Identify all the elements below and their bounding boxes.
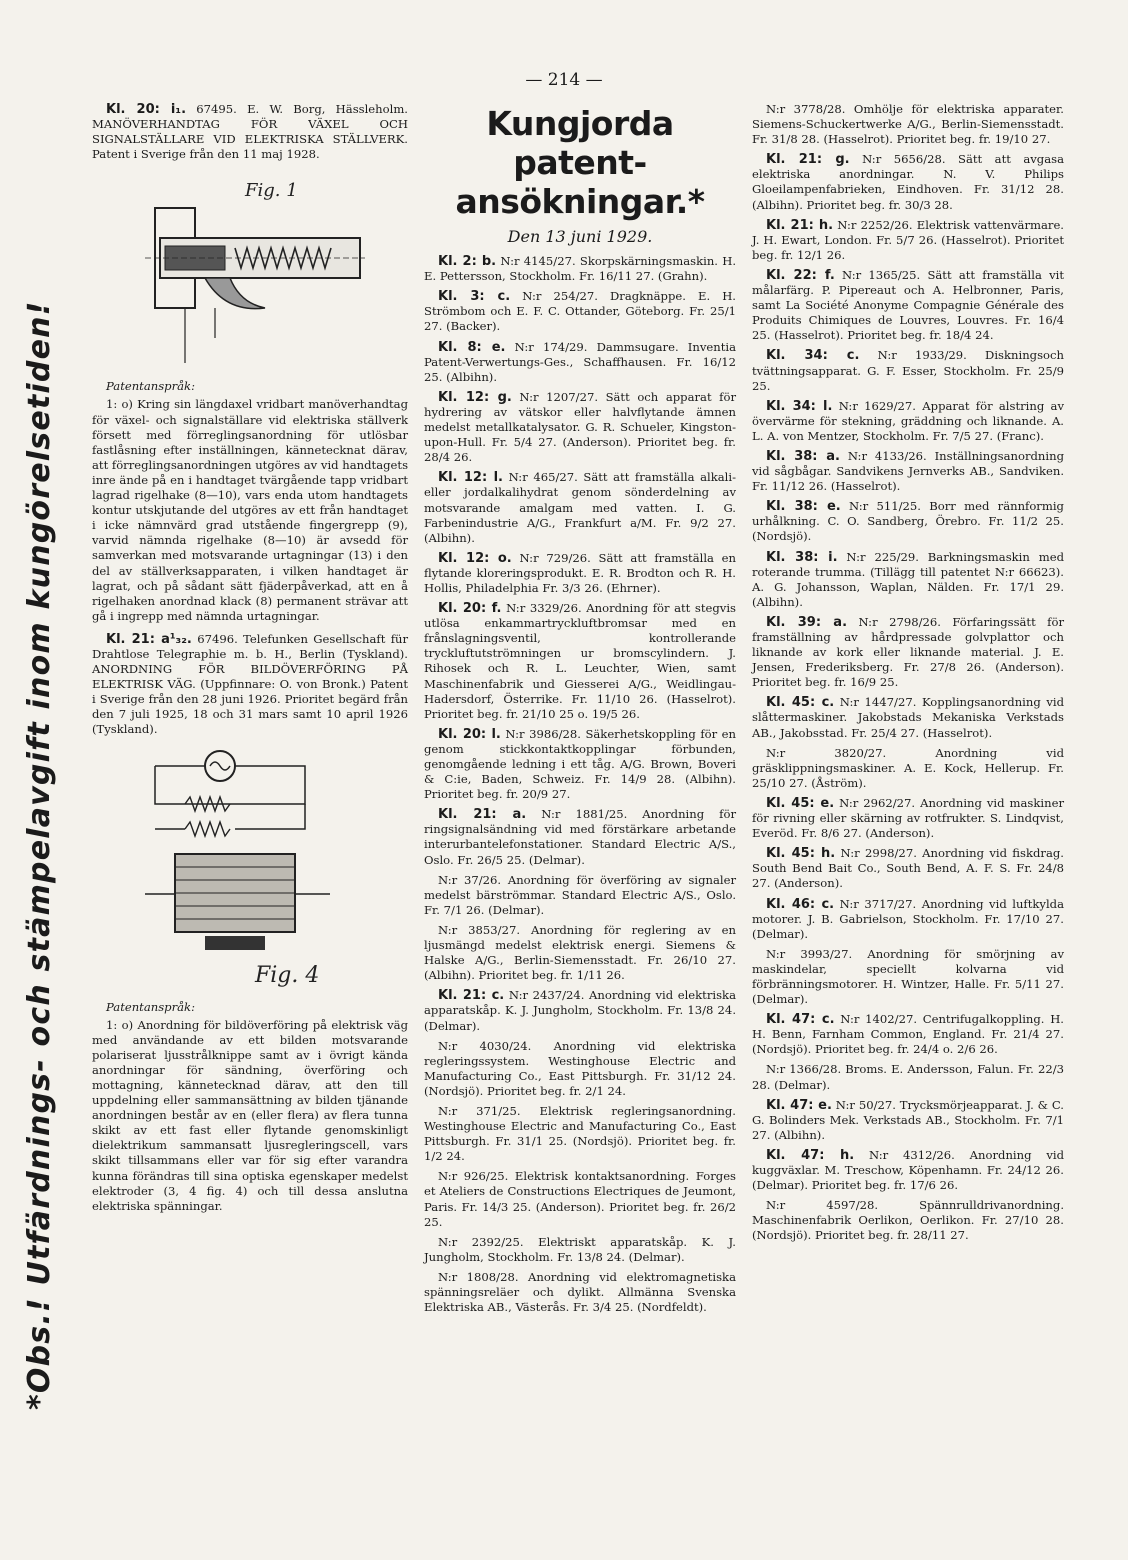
entry-text: N:r 1207/27. Sätt och apparat för hydrering av vätskor eller halvflytande ämnen medelst metallkatalysator. G. R. Schueler, Kingston-upon-Hull. Fr. 5/4 27. (Anderson). Prioritet beg. fr. 28/4 26. (424, 389, 736, 465)
entry-text: N:r 4145/27. Skorpskärningsmaskin. H. E. Pettersson, Stockholm. Fr. 16/11 27. (Grahn). (424, 254, 737, 284)
class-code: Kl. 8: e. (438, 339, 506, 355)
entry-text: N:r 50/27. Trycksmörjeapparat. J. & C. G. Bolinders Mek. Verkstads AB., Stockholm. Fr. 7/1 27. (Albihn). (752, 1097, 1064, 1142)
entry-text: N:r 4312/26. Anordning vid kuggväxlar. M. Treschow, Köpenhamn. Fr. 24/12 26. (Delmar). Prioritet beg. fr. 17/6 26. (752, 1147, 1064, 1193)
patent-entry (92, 102, 408, 162)
class-code: Kl. 34: l. (766, 398, 833, 414)
class-code: Kl. 47: h. (766, 1147, 855, 1163)
class-code: Kl. 45: e. (766, 795, 835, 811)
patent-application-entry (424, 254, 736, 284)
patent-application-entry (424, 390, 736, 465)
entry-text: N:r 174/29. Dammsugare. Inventia Patent-Verwertungs-Ges., Schaffhausen. Fr. 16/12 25. (Albihn). (424, 339, 737, 384)
class-code: Kl. 21: a. (438, 807, 527, 823)
patent-application-entry (424, 1039, 736, 1099)
figure-label: Fig. 1 (245, 180, 298, 202)
patent-application-entry (424, 1169, 736, 1229)
entry-text: N:r 2252/26. Elektrisk vattenvärmare. J. H. Ewart, London. Fr. 5/7 26. (Hasselrot). Prioritet beg. fr. 12/1 26. (752, 217, 1064, 262)
patent-application-entry (424, 1270, 736, 1315)
patent-application-entry (752, 846, 1064, 891)
patent-application-entry (752, 268, 1064, 343)
patent-application-entry (424, 923, 736, 983)
entry-text: N:r 254/27. Dragknäppe. E. H. Strömbom och E. F. C. Ottander, Göteborg. Fr. 25/1 27. (Backer). (424, 289, 736, 334)
patent-entry (92, 632, 408, 738)
claims-heading: Patentanspråk: (106, 999, 195, 1014)
entry-text: N:r 3853/27. Anordning för reglering av en ljusmängd medelst elektrisk energi. Siemens & Halske A/G., Berlin-Siemensstadt. Fr. 26/10 27. (Albihn). Prioritet beg. fr. 1/11 26. (424, 922, 736, 983)
entry-text: N:r 5656/28. Sätt att avgasa elektriska anordningar. N. V. Philips Gloeilampenfabrieken, Eindhoven. Fr. 31/12 28. (Albihn). Prioritet beg. fr. 30/3 28. (752, 152, 1064, 212)
patent-application-entry (424, 340, 736, 385)
patent-application-entry (752, 695, 1064, 740)
patent-application-entry (424, 727, 736, 802)
entry-text: N:r 1402/27. Centrifugalkoppling. H. H. Benn, Farnham Common, England. Fr. 21/4 27. (Nordsjö). Prioritet beg. fr. 24/4 o. 2/6 26. (752, 1012, 1064, 1057)
entry-text: 67495. E. W. Borg, Hässleholm. MANÖVERHANDTAG FÖR VÄXEL OCH SIGNALSTÄLLARE VID ELEKTRISKA STÄLLVERK. Patent i Sverige från den 11 maj 1928. (92, 102, 408, 162)
patent-application-entry (752, 1098, 1064, 1143)
section-title: Kungjorda patent-ansökningar.* (455, 104, 705, 221)
patent-application-entry (752, 897, 1064, 942)
column-middle (424, 102, 736, 1320)
patent-application-entry (424, 1235, 736, 1265)
patent-application-entry (752, 796, 1064, 841)
patent-application-entry (424, 601, 736, 722)
class-code: Kl. 46: c. (766, 896, 835, 912)
patent-application-entry (752, 499, 1064, 544)
patent-application-entry (752, 399, 1064, 444)
claims-text: 1: o) Kring sin längdaxel vridbart manöverhandtag för växel- och signalställare vid elektriska ställverk försett med förreglingsanordning för utlösbar fastlåsning efter inställningen, kännetecknat därav, att förreglingsanordningen utgöres av vid handtagets inre ände på en i handtaget tvärgående tapp vridbart lagrad rigelhake (8—10), vars enda utom handtagets kontur utskjutande del utgöres av ett från handtaget i icke nämnvärd grad utstående fingergrepp (9), varvid nämnda rigelhake (8—10) är avsedd för samverkan med motsvarande urtagningar (13) i den del av ställverksapparaten, i vilken handtaget är lagrat, och på sådant sätt fjäderpåverkad, att en å rigelhaken anordnad klack (8) permanent strävar att gå i ingrepp med nämnda urtagningar. (92, 397, 409, 623)
entry-text: N:r 225/29. Barkningsmaskin med roterande trumma. (Tillägg till patentet N:r 66623). A. G. Johansson, Waplan, Nälden. Fr. 17/1 29. (Albihn). (752, 549, 1064, 609)
class-code: Kl. 39: a. (766, 614, 848, 630)
entry-text: N:r 2437/24. Anordning vid elektriska apparatskåp. K. J. Jungholm, Stockholm. Fr. 13/8 24. (Delmar). (424, 988, 736, 1033)
entry-text: N:r 3986/28. Säkerhetskoppling för en genom stickkontaktkopplingar förbunden, genomgående ledning i ett tåg. A/G. Brown, Boveri & C:ie, Baden, Schweiz. Fr. 14/9 28. (Albihn). Prioritet beg. fr. 20/9 27. (424, 726, 736, 802)
entry-text: 67496. Telefunken Gesellschaft für Drahtlose Telegraphie m. b. H., Berlin (Tyskland). ANORDNING FÖR BILDÖVERFÖRING PÅ ELEKTRISK VÄG. (Uppfinnare: O. von Bronk.) Patent i Sverige från den 28 juni 1926. Prioritet begärd från den 7 juli 1925, 18 och 31 mars samt 10 april 1926 (Tyskland). (92, 631, 408, 737)
patent-application-entry (752, 615, 1064, 690)
entry-text: N:r 2998/27. Anordning vid fiskdrag. South Bend Bait Co., South Bend, A. F. S. Fr. 24/8 27. (Anderson). (752, 846, 1064, 891)
entry-text: N:r 4030/24. Anordning vid elektriska regleringssystem. Westinghouse Electric and Manufacturing Co., East Pittsburgh. Fr. 31/12 24. (Nordsjö). Prioritet beg. fr. 2/1 24. (424, 1038, 736, 1098)
figure-shape (210, 762, 230, 770)
patent-application-entry (752, 348, 1064, 393)
patent-application-entry (424, 1104, 736, 1164)
side-note-vertical: *Obs.! Utfärdnings- och stämpelavgift inom kungörelsetiden! (22, 300, 57, 1410)
entry-text: N:r 2962/27. Anordning vid maskiner för rivning eller skärning av rotfrukter. S. Lindqvist, Everöd. Fr. 8/6 27. (Anderson). (752, 795, 1064, 841)
figure-4-circuit-drawing (125, 744, 375, 994)
class-code: Kl. 38: i. (766, 549, 838, 565)
entry-text: N:r 465/27. Sätt att framställa alkali- eller jordalkalihydrat genom sönderdelning av motsvarande amalgam med vatten. I. G. Farbenindustrie A/G., Frankfurt a/M. Fr. 9/2 27. (Albihn). (424, 470, 736, 545)
entry-text: N:r 1447/27. Kopplingsanordning vid slåttermaskiner. Jakobstads Mekaniska Verkstads AB., Jakobsstad. Fr. 25/4 27. (Hasselrot). (752, 695, 1065, 740)
entry-text: N:r 1629/27. Apparat för alstring av övervärme för stekning, gräddning och liknande. A. L. A. von Mentzer, Stockholm. Fr. 7/5 27. (Franc). (752, 398, 1064, 443)
patent-application-entry (752, 1062, 1064, 1092)
patent-application-entry (752, 550, 1064, 610)
figure-shape (185, 822, 230, 836)
entry-text: N:r 3820/27. Anordning vid gräsklippningsmaskiner. A. E. Kock, Hellerup. Fr. 25/10 27. (Åström). (752, 745, 1064, 790)
class-code: Kl. 21: c. (438, 988, 505, 1004)
patent-application-entry (424, 470, 736, 545)
entry-text: N:r 926/25. Elektrisk kontaktsanordning. Forges et Ateliers de Constructions Electriques de Jeumont, Paris. Fr. 14/3 25. (Anderson). Prioritet beg. fr. 26/2 25. (424, 1169, 736, 1229)
patent-application-entry (752, 102, 1064, 147)
entry-text: N:r 1881/25. Anordning för ringsignalsändning vid med förstärkare arbetande interurbantelefonstationer. Standard Electric A/S., Oslo. Fr. 26/5 25. (Delmar). (424, 807, 736, 867)
class-code: Kl. 12: g. (438, 389, 512, 405)
entry-text: N:r 4597/28. Spännrulldrivanordning. Maschinenfabrik Oerlikon, Oerlikon. Fr. 27/10 28. (Nordsjö). Prioritet beg. fr. 28/11 27. (752, 1198, 1064, 1243)
class-code: Kl. 45: h. (766, 846, 836, 862)
class-code: Kl. 38: a. (766, 448, 840, 464)
entry-text: N:r 3778/28. Omhölje för elektriska apparater. Siemens-Schuckertwerke A/G., Berlin-Siemensstadt. Fr. 31/8 28. (Hasselrot). Prioritet beg. fr. 19/10 27. (752, 102, 1064, 147)
class-code: Kl. 21: g. (766, 152, 850, 168)
patent-application-entry (752, 1012, 1064, 1057)
claims-heading: Patentanspråk: (106, 379, 195, 394)
patent-application-entry (424, 807, 736, 867)
class-code: Kl. 21: a¹₃₂. (106, 631, 192, 647)
class-code: Kl. 3: c. (438, 289, 511, 305)
column-left (92, 102, 408, 1219)
entry-text: N:r 1933/29. Diskningsoch tvättningsapparat. G. F. Esser, Stockholm. Fr. 25/9 25. (752, 348, 1064, 393)
entry-text: N:r 37/26. Anordning för överföring av signaler medelst bärströmmar. Standard Electric A/S., Oslo. Fr. 7/1 26. (Delmar). (424, 872, 736, 917)
class-code: Kl. 12: l. (438, 470, 503, 486)
patent-application-entry (752, 947, 1064, 1007)
patent-application-entry (752, 218, 1064, 263)
class-code: Kl. 20: l. (438, 726, 501, 742)
patent-application-entry (424, 289, 736, 334)
class-code: Kl. 22: f. (766, 267, 835, 283)
entry-text: N:r 2798/26. Förfaringssätt för framställning av hårdpressade golvplattor och liknande av kork eller liknande material. J. E. Jensen, Frederiksberg. Fr. 27/8 26. (Anderson). Prioritet beg. fr. 16/9 25. (752, 614, 1064, 690)
figure-shape (155, 804, 305, 829)
entry-text: N:r 1808/28. Anordning vid elektromagnetiska spänningsreläer och dylikt. Allmänna Svenska Elektriska AB., Västerås. Fr. 3/4 25. (Nordfeldt). (424, 1269, 736, 1315)
class-code: Kl. 38: e. (766, 499, 841, 515)
class-code: Kl. 12: o. (438, 550, 512, 566)
patent-application-entry (752, 746, 1064, 791)
entry-text: N:r 371/25. Elektrisk regleringsanordning. Westinghouse Electric and Manufacturing Co., East Pittsburgh. Fr. 31/1 25. (Nordsjö). Prioritet beg. fr. 1/2 24. (424, 1103, 736, 1164)
entry-text: N:r 2392/25. Elektriskt apparatskåp. K. J. Jungholm, Stockholm. Fr. 13/8 24. (Delmar). (424, 1234, 736, 1264)
patent-application-entry (424, 873, 736, 918)
entry-text: N:r 4133/26. Inställningsanordning vid sågbågar. Sandvikens Jernverks AB., Sandviken. Fr. 11/12 26. (Hasselrot). (752, 448, 1064, 494)
figure-shape (155, 766, 305, 804)
entry-text: N:r 3329/26. Anordning för att stegvis utlösa enkammartryckluftbromsar med en frånslagningsventil, kontrollerande tryckluftutströmningen ur bromscylindern. J. Rihosek och R. L. Leuchter, Wien, samt Maschinenfabrik und Giesserei A/G., Weidlingau-Hadersdorf, Österrike. Fr. 11/10 26. (Hasselrot). Prioritet beg. fr. 21/10 25 o. 19/5 26. (424, 601, 736, 721)
figure-label: Fig. 4 (255, 962, 320, 988)
application-list (424, 254, 736, 1315)
application-list (752, 102, 1064, 1243)
class-code: Kl. 47: e. (766, 1097, 832, 1113)
entry-text: N:r 3717/27. Anordning vid luftkylda motorer. J. B. Gabrielson, Stockholm. Fr. 17/10 27. (Delmar). (752, 896, 1064, 941)
patent-application-entry (752, 1198, 1064, 1243)
section-date: Den 13 juni 1929. (507, 227, 653, 246)
claims-text: 1: o) Anordning för bildöverföring på elektrisk väg med användande av ett bilden motsvarande polariserat ljusstrålknippe samt av i övrigt kända anordningar för sändning, överföring och mottagning, kännetecknad därav, att den till uppdelning eller sammansättning av bilden tjänande anordningen består av en (eller flera) av flera tunna skikt av ett fast eller flytande genomskinligt dielektrikum sammansatt ljusregleringscell, vars skikt tillsammans eller var för sig efter varandra kunna förändras till sina optiska egenskaper medelst elektroder (3, 4 fig. 4) och till dessa anslutna elektriska spänningar. (92, 1017, 408, 1213)
entry-text: N:r 1365/25. Sätt att framställa vit målarfärg. P. Pipereaut och A. Helbronner, Paris, samt La Société Anonyme Compagnie Générale des Produits Chimiques de Louvres, Louvres. Fr. 16/4 25. (Hasselrot). Prioritet beg. fr. 18/4 24. (752, 267, 1064, 343)
patent-application-entry (424, 551, 736, 596)
patent-application-entry (424, 988, 736, 1033)
class-code: Kl. 47: c. (766, 1012, 835, 1028)
class-code: Kl. 20: i₁. (106, 102, 187, 117)
class-code: Kl. 21: h. (766, 217, 834, 233)
entry-text: N:r 729/26. Sätt att framställa en flytande kloreringsprodukt. E. R. Brodton och R. H. Hollis, Philadelphia Fr. 3/3 26. (Ehrner). (424, 550, 736, 595)
class-code: Kl. 2: b. (438, 254, 497, 270)
figure-shape (205, 936, 265, 950)
entry-text: N:r 1366/28. Broms. E. Andersson, Falun. Fr. 22/3 28. (Delmar). (752, 1062, 1064, 1092)
column-right (752, 102, 1064, 1248)
class-code: Kl. 34: c. (766, 348, 860, 364)
patent-application-entry (752, 449, 1064, 494)
entry-text: N:r 3993/27. Anordning för smörjning av maskindelar, speciellt kolvarna vid förbränningsmotorer. H. Wintzer, Halle. Fr. 5/11 27. (Delmar). (752, 946, 1064, 1007)
entry-text: N:r 511/25. Borr med rännformig urhålkning. C. O. Sandberg, Örebro. Fr. 11/2 25. (Nordsjö). (752, 499, 1064, 544)
class-code: Kl. 45: c. (766, 695, 835, 711)
page-number: — 214 — (525, 70, 603, 90)
patent-application-entry (752, 152, 1064, 212)
figure-1-handle-drawing (125, 168, 375, 373)
patent-application-entry (752, 1148, 1064, 1193)
figure-shape (205, 278, 265, 309)
class-code: Kl. 20: f. (438, 601, 502, 617)
